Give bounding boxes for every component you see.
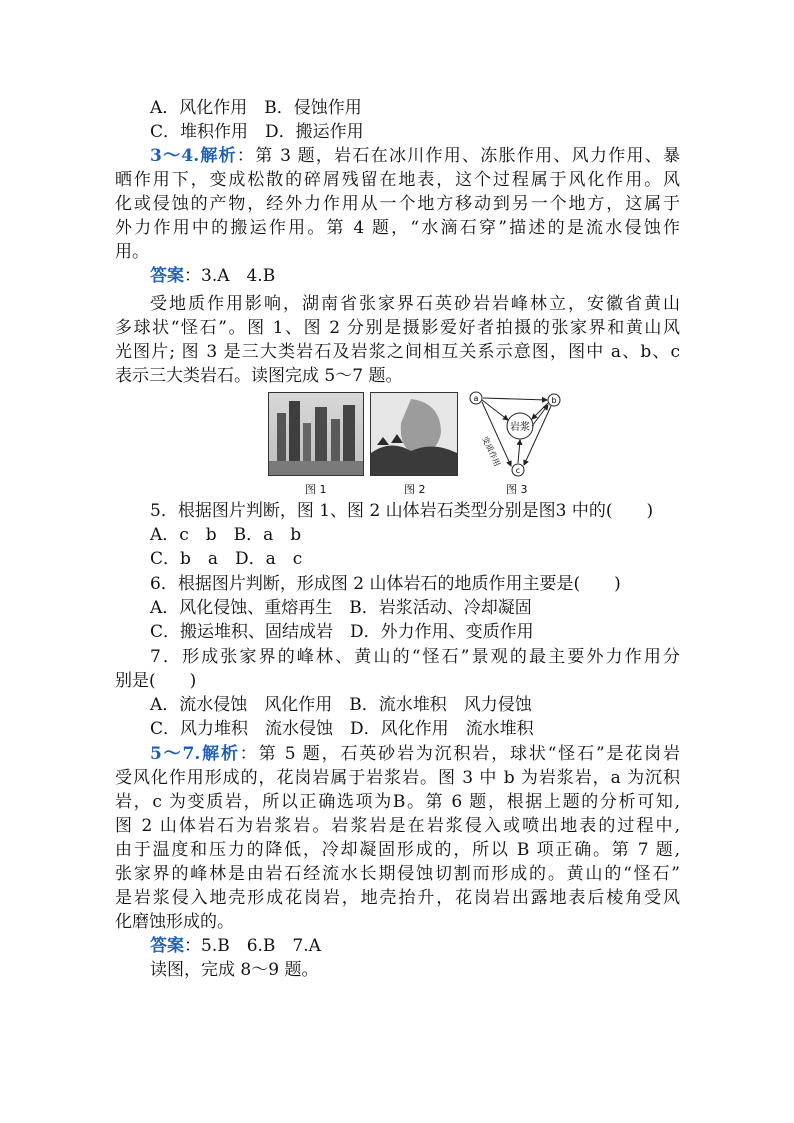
figure-1-caption: 图 1 <box>305 483 327 496</box>
closing-instruction: 读图，完成 8～9 题。 <box>150 960 319 980</box>
rock-image <box>371 393 457 475</box>
answer-3-4 <box>150 264 680 288</box>
intro-line: 受地质作用影响，湖南省张家界石英砂岩岩峰林立，安徽省黄山 <box>150 294 680 314</box>
answer-text: ：3.A 4.B <box>184 266 276 286</box>
question-6-stem: 6．根据图片判断，形成图 2 山体岩石的地质作用主要是( ) <box>150 574 621 594</box>
figure-1-photo <box>268 392 364 476</box>
rock-cycle-diagram <box>462 390 568 480</box>
figure-2-caption: 图 2 <box>404 483 426 496</box>
explanation-3-4 <box>150 144 680 168</box>
explanation-3-4-line: 外力作用中的搬运作用。第 4 题，“水滴石穿”描述的是流水侵蚀作 <box>115 218 680 238</box>
node-c: c <box>515 466 521 475</box>
intro-line: 表示三大类岩石。读图完成 5～7 题。 <box>115 366 403 386</box>
explanation-label: 5～7.解析 <box>150 744 240 764</box>
explanation-5-7-line: 化磨蚀形成的。 <box>115 912 234 932</box>
explanation-5-7-line: 受风化作用形成的，花岗岩属于岩浆岩。图 3 中 b 为岩浆岩，a 为沉积 <box>115 768 680 788</box>
answer-5-7 <box>150 934 680 958</box>
question-7-stem: 7．形成张家界的峰林、黄山的“怪石”景观的最主要外力作用分 <box>150 647 680 667</box>
explanation-5-7-line: 由于温度和压力的降低，冷却凝固形成的，所以 B 项正确。第 7 题, <box>115 840 680 860</box>
answer-label: 答案 <box>150 266 184 286</box>
explanation-3-4-line: 用。 <box>115 242 149 262</box>
node-a: a <box>473 394 479 403</box>
question-6-options: A．风化侵蚀、重熔再生 B．岩浆活动、冷却凝固 <box>150 598 532 618</box>
question-7-stem: 别是( ) <box>115 671 197 691</box>
explanation-5-7-line: 张家界的峰林是由岩石经流水长期侵蚀切割而形成的。黄山的“怪石” <box>115 864 680 884</box>
node-b: b <box>551 396 557 405</box>
explanation-5-7 <box>150 742 680 766</box>
intro-line: 多球状“怪石”。图 1、图 2 分别是摄影爱好者拍摄的张家界和黄山风 <box>115 318 680 338</box>
figure-3-diagram <box>462 390 568 480</box>
metamorphism-label: 变质作用 <box>480 435 502 468</box>
answer-text: ：5.B 6.B 7.A <box>184 936 321 956</box>
question-5-stem: 5．根据图片判断，图 1、图 2 山体岩石类型分别是图3 中的( ) <box>150 501 654 521</box>
question-7-options: C．风力堆积 流水侵蚀 D．风化作用 流水堆积 <box>150 719 534 739</box>
question-5-options: A．c b B．a b <box>150 525 302 545</box>
explanation-text: ：第 5 题，石英砂岩为沉积岩，球状“怪石”是花岗岩 <box>239 744 680 764</box>
intro-line: 光图片; 图 3 是三大类岩石及岩浆之间相互关系示意图，图中 a、b、c <box>115 342 680 362</box>
question-7-options: A．流水侵蚀 风化作用 B．流水堆积 风力侵蚀 <box>150 695 532 715</box>
peaks-image <box>269 393 363 475</box>
q3-option-line-2: C．堆积作用 D．搬运作用 <box>150 122 364 142</box>
question-5-options: C．b a D．a c <box>150 549 303 569</box>
figure-3-caption: 图 3 <box>506 483 528 496</box>
magma-label: 岩浆 <box>510 422 530 433</box>
explanation-5-7-line: 图 2 山体岩石为岩浆岩。岩浆岩是在岩浆侵入或喷出地表的过程中, <box>115 816 680 836</box>
explanation-5-7-line: 岩，c 为变质岩，所以正确选项为B。第 6 题，根据上题的分析可知, <box>115 792 680 812</box>
explanation-label: 3～4.解析 <box>150 146 237 166</box>
question-6-options: C．搬运堆积、固结成岩 D．外力作用、变质作用 <box>150 622 534 642</box>
q3-option-line-1: A．风化作用 B．侵蚀作用 <box>150 98 362 118</box>
explanation-text: ：第 3 题，岩石在冰川作用、冻胀作用、风力作用、暴 <box>236 146 680 166</box>
explanation-3-4-line: 晒作用下，变成松散的碎屑残留在地表，这个过程属于风化作用。风 <box>115 170 680 190</box>
explanation-5-7-line: 是岩浆侵入地壳形成花岗岩，地壳抬升，花岗岩出露地表后棱角受风 <box>115 888 680 908</box>
explanation-3-4-line: 化或侵蚀的产物，经外力作用从一个地方移动到另一个地方，这属于 <box>115 194 680 214</box>
figure-2-photo <box>370 392 458 476</box>
answer-label: 答案 <box>150 936 184 956</box>
